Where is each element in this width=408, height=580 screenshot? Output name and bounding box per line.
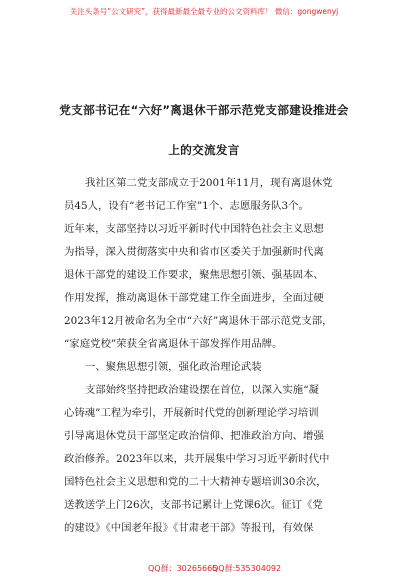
body-line: 国特色社会主义思想和党的二十大精神专题培训30余次， bbox=[64, 476, 327, 488]
document-subtitle: 上的交流发言 bbox=[168, 143, 240, 157]
body-line: 2023年12月被命名为全市“六好”离退休干部示范党支部， bbox=[64, 315, 333, 327]
body-line: 政治修养。2023年以来，共开展集中学习习近平新时代中 bbox=[64, 453, 330, 465]
body-line: 为指导，深入贯彻落实中央和省市区委关于加强新时代离 bbox=[64, 246, 324, 258]
body-line: 作用发挥，推动离退休干部党建工作全面进步，全面过硬 bbox=[64, 292, 324, 304]
qq-group-1: QQ群：30265665 bbox=[148, 564, 218, 573]
header-banner: 关注头条号“公文研究”，获得最新最全最专业的公文资料库！ 微信：gongwenyj bbox=[69, 7, 339, 16]
document-title: 党支部书记在“六好”离退休干部示范党支部建设推进会 bbox=[59, 103, 349, 117]
body-line: 引导离退休党员干部坚定政治信仰、把准政治方向、增强 bbox=[64, 430, 324, 442]
body-line: 心铸魂”工程为牵引，开展新时代党的创新理论学习培训 bbox=[64, 407, 319, 419]
body-line: 的建设》《中国老年报》《甘肃老干部》等报刊，有效保 bbox=[64, 522, 314, 534]
body-line: 送教送学上门26次，支部书记累计上党课6次。征订《党 bbox=[64, 499, 323, 511]
body-line: 退休干部党的建设工作要求，聚焦思想引领、强基固本、 bbox=[64, 269, 324, 281]
body-line: 支部始终坚持把政治建设摆在首位，以深入实施“凝 bbox=[85, 384, 319, 396]
body-line: 近年来，支部坚持以习近平新时代中国特色社会主义思想 bbox=[64, 223, 324, 235]
body-line: “家庭党校”荣获全省离退休干部发挥作用品牌。 bbox=[64, 338, 283, 350]
section-heading: 一、聚焦思想引领，强化政治理论武装 bbox=[85, 361, 262, 373]
document-body bbox=[64, 172, 346, 540]
qq-group-2: QQ群:535304092 bbox=[212, 564, 282, 573]
body-line: 员45人，设有“老书记工作室”1个、志愿服务队3个。 bbox=[64, 200, 309, 212]
body-line: 我社区第二党支部成立于2001年11月，现有离退休党 bbox=[85, 177, 333, 189]
